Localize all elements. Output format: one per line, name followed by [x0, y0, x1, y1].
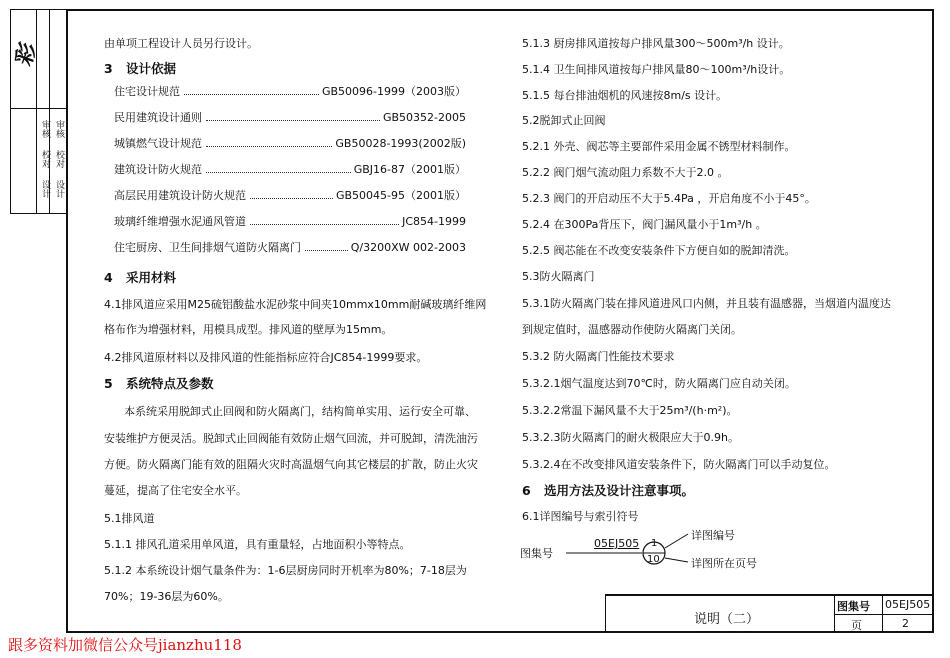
- para-5-1-1: 5.1.1 排风孔道采用单风道，具有重量轻，占地面积小等特点。: [104, 538, 411, 551]
- title-block-row-divider: [834, 614, 933, 615]
- strip-sign-a2: 审核: [54, 120, 64, 138]
- page-label: 页: [851, 619, 862, 632]
- signature-mark: 彩: [10, 39, 43, 69]
- section-5-heading: [104, 376, 214, 391]
- reference-row: [114, 214, 466, 229]
- strip-sign-c: 设计: [40, 180, 50, 198]
- strip-sign-a: 审核: [40, 120, 50, 138]
- reference-row: [114, 136, 466, 151]
- reference-code: GB50045-95（2001版）: [333, 188, 466, 203]
- reference-name: 住宅厨房、卫生间排烟气道防火隔离门: [114, 241, 301, 254]
- reference-code: GB50096-1999（2003版）: [319, 84, 466, 99]
- reference-row: [114, 188, 466, 203]
- reference-code: GB50352-2005: [380, 110, 466, 125]
- drawing-title: 说明（二）: [694, 612, 760, 627]
- para-5b: 安装维护方便灵活。脱卸式止回阀能有效防止烟气回流，并可脱卸，清洗油污: [104, 432, 478, 445]
- line-5-3-2-2: 5.3.2.2常温下漏风量不大于25m³/(h·m²)。: [522, 404, 738, 417]
- reference-name: 建筑设计防火规范: [114, 163, 202, 176]
- diagram-detail-num: 1: [651, 538, 658, 549]
- reference-leader: [206, 146, 332, 147]
- diagram-detail-label: 详图编号: [691, 529, 735, 542]
- reference-leader: [206, 120, 380, 121]
- para-4-1a: 4.1排风道应采用M25硫铝酸盐水泥砂浆中间夹10mmx10mm耐碱玻璃纤维网: [104, 298, 487, 311]
- line-5-2: 5.2脱卸式止回阀: [522, 114, 606, 127]
- reference-name: 住宅设计规范: [114, 85, 180, 98]
- section-6-num: 6: [522, 483, 531, 498]
- diagram-page-label: 详图所在页号: [691, 557, 757, 570]
- line-5-2-1: 5.2.1 外壳、阀芯等主要部件采用金属不锈型材料制作。: [522, 140, 796, 153]
- reference-name: 民用建筑设计通则: [114, 111, 202, 124]
- section-4-title: 采用材料: [126, 270, 177, 285]
- section-6-heading: [522, 483, 694, 498]
- line-5-3: 5.3防火隔离门: [522, 270, 595, 283]
- strip-sign-b2: 校对: [54, 150, 64, 168]
- strip-divider: [11, 108, 66, 109]
- reference-code: GBJ16-87（2001版）: [351, 162, 466, 177]
- para-5d: 蔓延，提高了住宅安全水平。: [104, 484, 247, 497]
- atlas-no-value: 05EJ505: [885, 598, 931, 611]
- line-5-2-4: 5.2.4 在300Pa背压下，阀门漏风量小于1m³/h 。: [522, 218, 767, 231]
- line-5-3-2-4: 5.3.2.4在不改变排风道安装条件下，防火隔离门可以手动复位。: [522, 458, 836, 471]
- line-5-3-2: 5.3.2 防火隔离门性能技术要求: [522, 350, 675, 363]
- diagram-atlas-label: 图集号: [520, 547, 553, 560]
- index-symbol-diagram: [520, 520, 780, 580]
- section-3-num: 3: [104, 61, 113, 76]
- reference-name: 城镇燃气设计规范: [114, 137, 202, 150]
- section-4-heading: [104, 270, 176, 285]
- line-5-3-1a: 5.3.1防火隔离门装在排风道进风口内侧，并且装有温感器，当烟道内温度达: [522, 297, 891, 310]
- strip-sign-b: 校对: [40, 150, 50, 168]
- left-strip: [10, 9, 66, 214]
- reference-row: [114, 110, 466, 125]
- watermark-footer: 跟多资料加微信公众号jianzhu118: [8, 636, 242, 654]
- title-block: [605, 594, 932, 632]
- reference-row: [114, 162, 466, 177]
- diagram-page-num: 10: [647, 554, 660, 565]
- strip-sign-c2: 设计: [54, 180, 64, 198]
- reference-code: GB50028-1993(2002版): [332, 136, 466, 151]
- section-3-title: 设计依据: [126, 61, 177, 76]
- section-3-heading: [104, 61, 176, 76]
- line-6-1: 6.1详图编号与索引符号: [522, 510, 639, 523]
- line-5-1-3: 5.1.3 厨房排风道按每户排风量300～500m³/h 设计。: [522, 37, 790, 50]
- line-5-3-2-3: 5.3.2.3防火隔离门的耐火极限应大于0.9h。: [522, 431, 739, 444]
- line-5-1-4: 5.1.4 卫生间排风道按每户排风量80～100m³/h设计。: [522, 63, 791, 76]
- reference-name: 高层民用建筑设计防火规范: [114, 189, 246, 202]
- line-5-1-5: 5.1.5 每台排油烟机的风速按8m/s 设计。: [522, 89, 728, 102]
- para-5-1-2b: 70%；19-36层为60%。: [104, 590, 229, 603]
- reference-leader: [184, 94, 319, 95]
- reference-leader: [250, 224, 399, 225]
- index-symbol-graphic: [520, 520, 780, 580]
- reference-leader: [305, 250, 348, 251]
- line-5-3-2-1: 5.3.2.1烟气温度达到70℃时，防火隔离门应自动关闭。: [522, 377, 796, 390]
- section-4-num: 4: [104, 270, 113, 285]
- line-5-2-5: 5.2.5 阀芯能在不改变安装条件下方便自如的脱卸清洗。: [522, 244, 796, 257]
- para-5-1-2a: 5.1.2 本系统设计烟气量条件为：1-6层厨房同时开机率为80%；7-18层为: [104, 564, 467, 577]
- para-4-2: 4.2排风道原材料以及排风道的性能指标应符合JC854-1999要求。: [104, 351, 428, 364]
- line-5-3-1b: 到规定值时，温感器动作使防火隔离门关闭。: [522, 323, 742, 336]
- line-5-2-3: 5.2.3 阀门的开启动压不大于5.4Pa ，开启角度不小于45°。: [522, 192, 816, 205]
- diagram-atlas-code: 05EJ505: [594, 537, 640, 550]
- para-4-1b: 格布作为增强材料，用模具成型。排风道的壁厚为15mm。: [104, 323, 393, 336]
- reference-name: 玻璃纤维增强水泥通风管道: [114, 215, 246, 228]
- section-6-title: 选用方法及设计注意事项。: [544, 483, 695, 498]
- para-5c: 方便。防火隔离门能有效的阻隔火灾时高温烟气向其它楼层的扩散，防止火灾: [104, 458, 478, 471]
- para-5-1: 5.1排风道: [104, 512, 155, 525]
- section-5-num: 5: [104, 376, 113, 391]
- page-value: 2: [902, 617, 909, 630]
- reference-code: Q/3200XW 002-2003: [348, 240, 466, 255]
- reference-code: JC854-1999: [399, 214, 466, 229]
- reference-leader: [250, 198, 333, 199]
- atlas-no-label: 图集号: [837, 600, 870, 613]
- reference-row: [114, 240, 466, 255]
- reference-leader: [206, 172, 351, 173]
- line-5-2-2: 5.2.2 阀门烟气流动阻力系数不大于2.0 。: [522, 166, 729, 179]
- intro-line: 由单项工程设计人员另行设计。: [104, 37, 258, 50]
- reference-row: [114, 84, 466, 99]
- para-5a: 本系统采用脱卸式止回阀和防火隔离门，结构简单实用、运行安全可靠、: [124, 405, 476, 418]
- section-5-title: 系统特点及参数: [126, 376, 214, 391]
